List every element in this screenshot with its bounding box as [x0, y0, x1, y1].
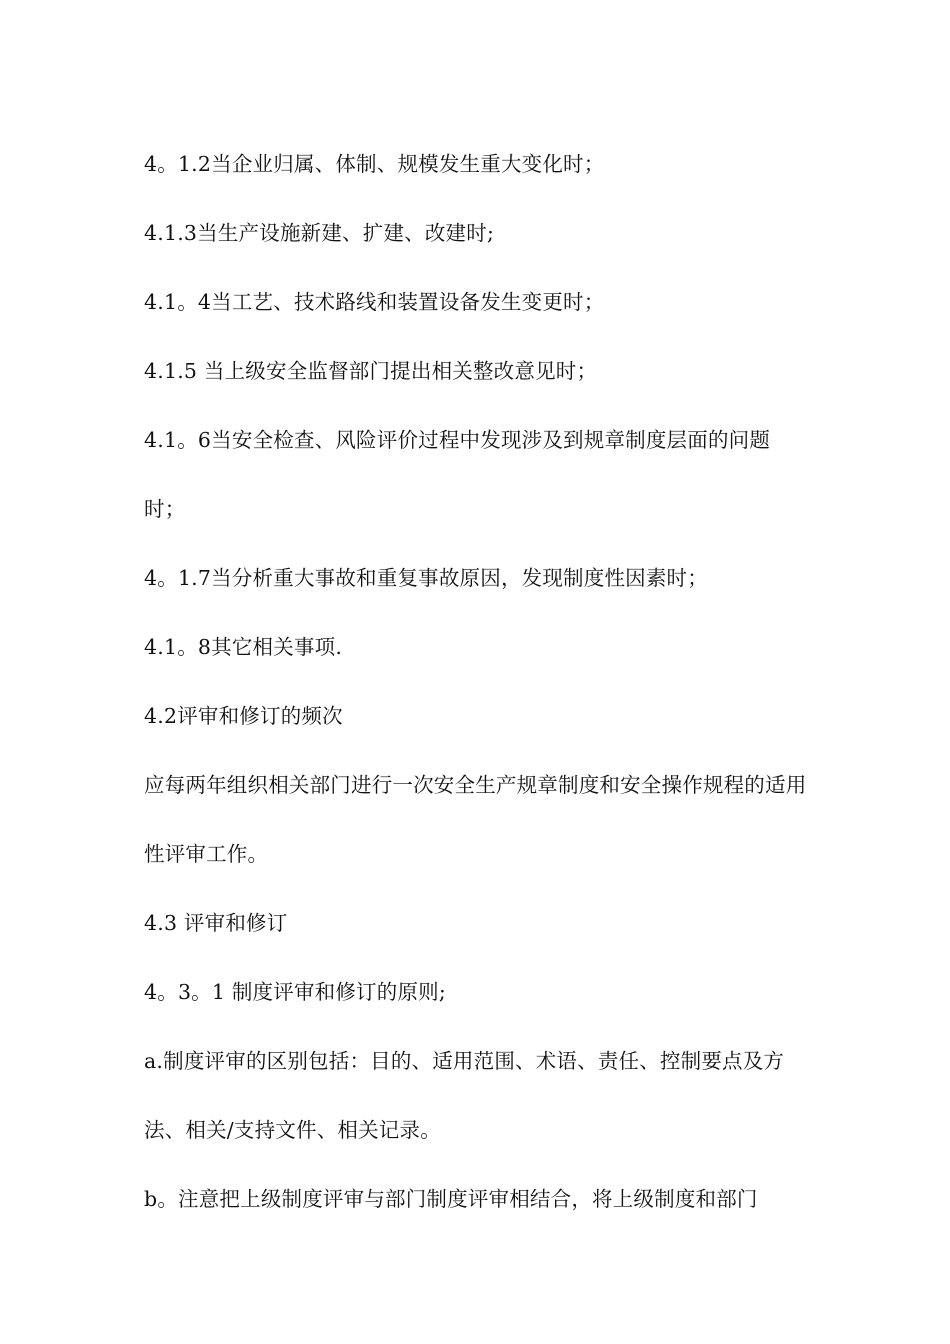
paragraph-review-frequency: 应每两年组织相关部门进行一次安全生产规章制度和安全操作规程的适用性评审工作。 [144, 773, 807, 866]
section-heading-4-3: 4.3 评审和修订 [144, 911, 288, 935]
paragraph-4-1-2: 4。1.2当企业归属、体制、规模发生重大变化时； [144, 152, 605, 176]
paragraph-4-1-8: 4.1。8其它相关事项. [144, 635, 343, 659]
paragraph-4-1-5: 4.1.5 当上级安全监督部门提出相关整改意见时； [144, 359, 598, 383]
paragraph-item-b: b。注意把上级制度评审与部门制度评审相结合，将上级制度和部门 [144, 1187, 758, 1211]
section-heading-4-2: 4.2评审和修订的频次 [144, 704, 343, 728]
paragraph-4-1-7: 4。1.7当分析重大事故和重复事故原因，发现制度性因素时； [144, 566, 708, 590]
paragraph-4-1-4: 4.1。4当工艺、技术路线和装置设备发生变更时； [144, 290, 605, 314]
document-body [144, 130, 809, 1234]
paragraph-4-1-6: 4.1。6当安全检查、风险评价过程中发现涉及到规章制度层面的问题时； [144, 428, 771, 521]
paragraph-item-a: a.制度评审的区别包括：目的、适用范围、术语、责任、控制要点及方法、相关/支持文件、相关记录。 [144, 1049, 785, 1142]
paragraph-4-1-3: 4.1.3当生产设施新建、扩建、改建时; [144, 221, 495, 245]
paragraph-4-3-1: 4。3。1 制度评审和修订的原则; [144, 980, 446, 1004]
